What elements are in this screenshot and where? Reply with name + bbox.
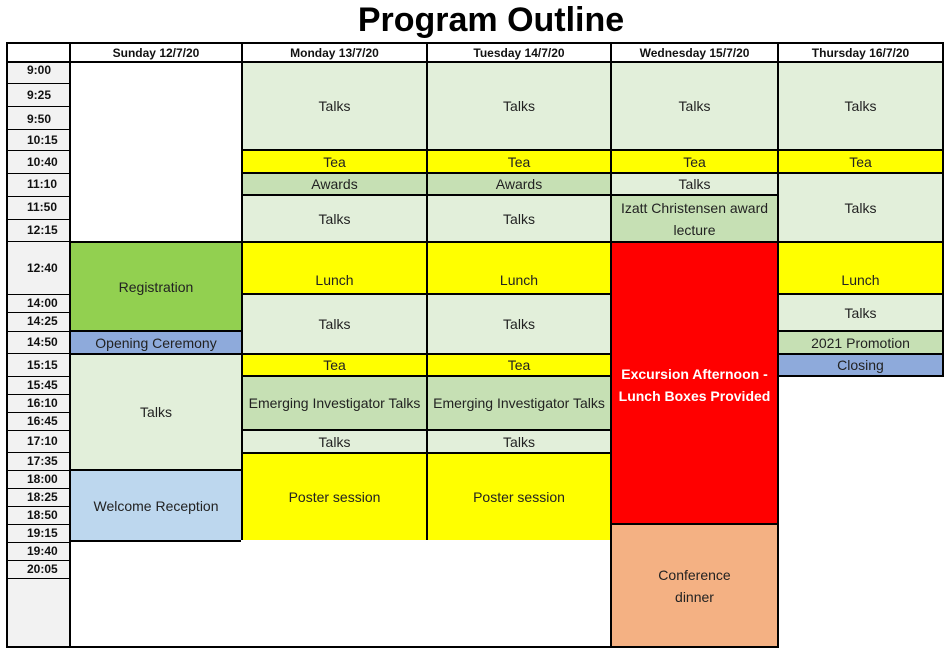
thursday-lunch: Lunch bbox=[777, 241, 944, 295]
monday-lunch: Lunch bbox=[241, 241, 428, 295]
tuesday-talks-morning: Talks bbox=[426, 61, 612, 151]
thursday-talks-morning: Talks bbox=[777, 61, 944, 151]
time-label: 11:10 bbox=[27, 177, 58, 191]
tuesday-tea-afternoon: Tea bbox=[426, 353, 612, 377]
wednesday-talks-morning: Talks bbox=[610, 61, 779, 151]
time-divider bbox=[8, 294, 69, 295]
time-divider bbox=[8, 196, 69, 197]
sunday-empty-evening bbox=[69, 540, 243, 648]
time-label: 11:50 bbox=[27, 200, 58, 214]
time-divider bbox=[8, 452, 69, 453]
day-header-sunday: Sunday 12/7/20 bbox=[69, 42, 243, 63]
monday-tea-morning: Tea bbox=[241, 149, 428, 174]
thursday-talks-midday: Talks bbox=[777, 172, 944, 243]
thursday-closing: Closing bbox=[777, 353, 944, 377]
time-label: 9:50 bbox=[27, 112, 52, 126]
monday-talks-morning: Talks bbox=[241, 61, 428, 151]
time-label: 17:35 bbox=[27, 454, 58, 468]
tuesday-awards: Awards bbox=[426, 172, 612, 196]
day-header-thursday: Thursday 16/7/20 bbox=[777, 42, 944, 63]
tuesday-lunch: Lunch bbox=[426, 241, 612, 295]
tuesday-talks-afternoon: Talks bbox=[426, 293, 612, 355]
time-label: 15:45 bbox=[27, 378, 58, 392]
monday-poster-session: Poster session bbox=[241, 452, 428, 542]
day-header-tuesday: Tuesday 14/7/20 bbox=[426, 42, 612, 63]
time-label: 16:10 bbox=[27, 396, 58, 410]
time-label: 14:25 bbox=[27, 314, 58, 328]
time-label: 12:40 bbox=[27, 261, 58, 275]
sunday-welcome-reception: Welcome Reception bbox=[69, 469, 243, 542]
wednesday-talks-midday: Talks bbox=[610, 172, 779, 196]
day-header-wednesday: Wednesday 15/7/20 bbox=[610, 42, 779, 63]
tuesday-poster-session: Poster session bbox=[426, 452, 612, 542]
time-label: 12:15 bbox=[27, 223, 58, 237]
time-label: 9:00 bbox=[27, 63, 52, 77]
monday-tuesday-empty-evening bbox=[241, 540, 612, 648]
tuesday-emerging-investigator-talks: Emerging Investigator Talks bbox=[426, 375, 612, 431]
wednesday-izatt-christensen-award-lecture: Izatt Christensen award lecture bbox=[610, 194, 779, 243]
wednesday-tea-morning: Tea bbox=[610, 149, 779, 174]
time-divider bbox=[8, 412, 69, 413]
time-divider bbox=[8, 394, 69, 395]
tuesday-talks-late: Talks bbox=[426, 429, 612, 454]
thursday-2021-promotion: 2021 Promotion bbox=[777, 330, 944, 355]
time-divider bbox=[8, 331, 69, 332]
thursday-tea-morning: Tea bbox=[777, 149, 944, 174]
corner-cell bbox=[6, 42, 71, 63]
page-title: Program Outline bbox=[357, 1, 625, 39]
time-divider bbox=[8, 83, 69, 84]
time-divider bbox=[8, 241, 69, 242]
time-divider bbox=[8, 506, 69, 507]
time-label: 10:40 bbox=[27, 155, 58, 169]
tuesday-talks-midday: Talks bbox=[426, 194, 612, 243]
time-label: 19:15 bbox=[27, 526, 58, 540]
time-divider bbox=[8, 524, 69, 525]
time-label: 19:40 bbox=[27, 544, 58, 558]
time-label: 14:00 bbox=[27, 296, 58, 310]
time-divider bbox=[8, 542, 69, 543]
time-label: 18:50 bbox=[27, 508, 58, 522]
time-divider bbox=[8, 150, 69, 151]
time-label: 9:25 bbox=[27, 88, 52, 102]
time-label: 18:25 bbox=[27, 490, 58, 504]
time-divider bbox=[8, 578, 69, 579]
monday-talks-afternoon: Talks bbox=[241, 293, 428, 355]
time-divider bbox=[8, 353, 69, 354]
sunday-opening-ceremony: Opening Ceremony bbox=[69, 330, 243, 355]
wednesday-excursion: Excursion Afternoon - Lunch Boxes Provided bbox=[610, 241, 779, 525]
time-label: 10:15 bbox=[27, 133, 58, 147]
monday-talks-late: Talks bbox=[241, 429, 428, 454]
time-divider bbox=[8, 488, 69, 489]
time-divider bbox=[8, 106, 69, 107]
day-header-monday: Monday 13/7/20 bbox=[241, 42, 428, 63]
monday-awards: Awards bbox=[241, 172, 428, 196]
time-divider bbox=[8, 219, 69, 220]
monday-tea-afternoon: Tea bbox=[241, 353, 428, 377]
time-divider bbox=[8, 470, 69, 471]
time-label: 18:00 bbox=[27, 472, 58, 486]
time-divider bbox=[8, 560, 69, 561]
time-divider bbox=[8, 129, 69, 130]
wednesday-conference-dinner: Conference dinner bbox=[610, 523, 779, 648]
monday-emerging-investigator-talks: Emerging Investigator Talks bbox=[241, 375, 428, 431]
time-label: 14:50 bbox=[27, 335, 58, 349]
time-divider bbox=[8, 430, 69, 431]
tuesday-tea-morning: Tea bbox=[426, 149, 612, 174]
time-label: 17:10 bbox=[27, 434, 58, 448]
time-divider bbox=[8, 173, 69, 174]
time-divider bbox=[8, 312, 69, 313]
time-label: 15:15 bbox=[27, 358, 58, 372]
monday-talks-midday: Talks bbox=[241, 194, 428, 243]
time-divider bbox=[8, 376, 69, 377]
time-label: 16:45 bbox=[27, 414, 58, 428]
sunday-registration: Registration bbox=[69, 241, 243, 332]
thursday-talks-afternoon: Talks bbox=[777, 293, 944, 332]
time-label: 20:05 bbox=[27, 562, 58, 576]
sunday-empty-morning bbox=[69, 61, 243, 243]
sunday-talks: Talks bbox=[69, 353, 243, 471]
